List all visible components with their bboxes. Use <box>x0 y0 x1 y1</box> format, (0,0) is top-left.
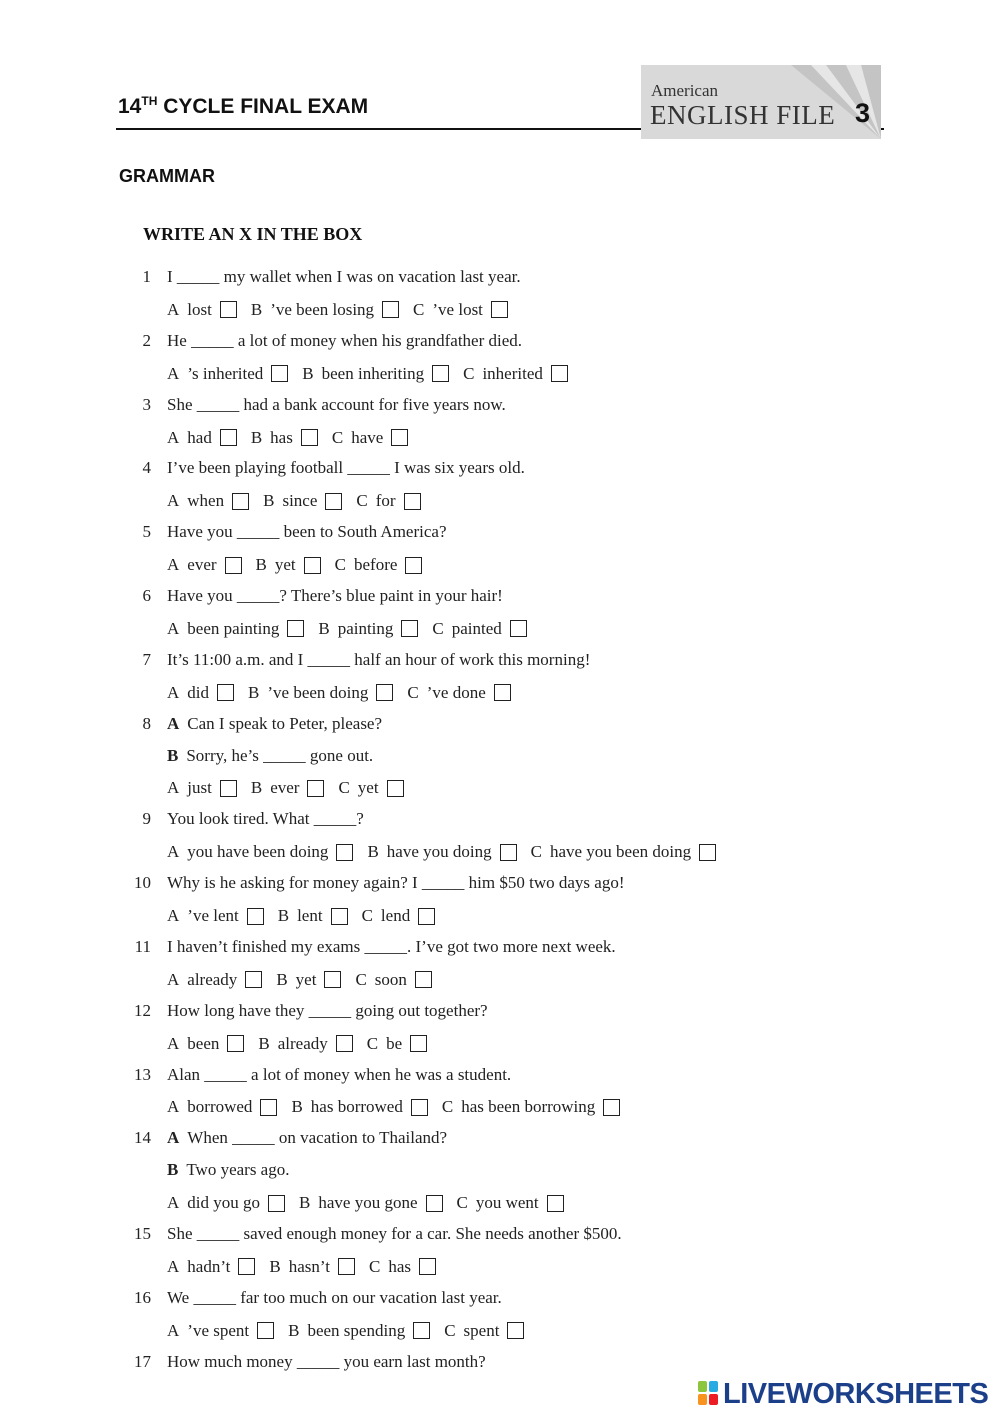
option-text: hadn’t <box>187 1256 231 1276</box>
brand-text: LIVEWORKSHEETS <box>723 1377 989 1410</box>
option-letter: A <box>167 427 180 447</box>
answer-options <box>167 362 582 386</box>
answer-option <box>167 426 237 450</box>
option-text: just <box>187 778 212 798</box>
option-text: ’ve been doing <box>267 682 369 702</box>
answer-checkbox[interactable] <box>547 1195 564 1212</box>
answer-checkbox[interactable] <box>418 908 435 925</box>
answer-checkbox[interactable] <box>699 844 716 861</box>
option-letter: C <box>463 363 475 383</box>
question-number: 15 <box>134 1224 151 1243</box>
option-text: lend <box>380 906 411 925</box>
answer-option <box>413 298 508 322</box>
answer-checkbox[interactable] <box>307 780 324 797</box>
answer-checkbox[interactable] <box>232 493 249 510</box>
option-letter: B <box>318 618 330 638</box>
answer-options <box>167 681 525 705</box>
answer-option <box>167 362 288 386</box>
answer-option <box>355 968 431 992</box>
option-text: been painting <box>187 618 280 638</box>
option-text: have you gone <box>318 1193 418 1213</box>
question-number: 13 <box>134 1064 151 1084</box>
answer-checkbox[interactable] <box>494 684 511 701</box>
answer-checkbox[interactable] <box>415 971 432 988</box>
option-letter: B <box>250 299 263 319</box>
answer-option <box>291 1095 427 1119</box>
answer-option <box>251 298 399 322</box>
question-text <box>167 1158 289 1182</box>
speaker-label: B <box>167 1160 179 1180</box>
answer-checkbox[interactable] <box>220 780 237 797</box>
option-text: yet <box>357 778 379 798</box>
question-number: 10 <box>134 873 151 893</box>
option-text: have <box>351 427 384 447</box>
answer-option <box>251 426 318 450</box>
answer-option <box>276 968 341 992</box>
option-letter: A <box>167 299 180 319</box>
answer-options <box>167 489 435 513</box>
option-text: for <box>375 491 396 511</box>
answer-option <box>367 1032 427 1056</box>
answer-option <box>299 1191 442 1215</box>
option-letter: A <box>167 1097 180 1117</box>
answer-checkbox[interactable] <box>603 1099 620 1116</box>
option-text: ever <box>187 555 217 575</box>
sentence: I haven’t finished my exams _____. I’ve got two more next week. <box>167 936 616 956</box>
answer-option <box>463 362 568 386</box>
option-text: ’ve been losing <box>270 299 375 319</box>
answer-checkbox[interactable] <box>413 1322 430 1339</box>
option-letter: A <box>167 555 180 575</box>
sentence: He _____ a lot of money when his grandfather died. <box>167 330 523 350</box>
answer-options <box>167 1191 578 1215</box>
question-number: 1 <box>142 267 151 286</box>
option-letter: B <box>277 906 290 925</box>
logo-line-1: American <box>651 81 719 100</box>
answer-checkbox[interactable] <box>245 971 262 988</box>
answer-option <box>256 553 321 577</box>
sentence: I’ve been playing football _____ I was six years old. <box>167 458 525 478</box>
sentence: Have you _____? There’s blue paint in your hair! <box>167 586 503 605</box>
answer-option <box>167 840 353 864</box>
answer-option <box>444 1319 524 1343</box>
option-letter: B <box>250 427 263 447</box>
answer-checkbox[interactable] <box>404 493 421 510</box>
option-letter: C <box>407 682 419 702</box>
question-number: 12 <box>134 1000 151 1020</box>
option-text: have you doing <box>386 842 492 862</box>
exam-title: 14TH CYCLE FINAL EXAM <box>118 94 369 118</box>
sentence: Two years ago. <box>186 1160 290 1180</box>
speaker-label: A <box>167 1128 180 1148</box>
question-text <box>167 712 382 736</box>
option-letter: B <box>367 842 379 862</box>
sentence: You look tired. What _____? <box>167 809 364 829</box>
answer-checkbox[interactable] <box>411 1099 428 1116</box>
answer-checkbox[interactable] <box>268 1195 285 1212</box>
option-letter: C <box>369 1256 381 1276</box>
sentence: How much money _____ you earn last month? <box>167 1351 486 1371</box>
answer-option <box>432 617 526 641</box>
option-letter: B <box>291 1097 303 1117</box>
option-letter: A <box>167 618 180 638</box>
option-letter: C <box>366 1033 379 1053</box>
answer-checkbox[interactable] <box>405 557 422 574</box>
answer-checkbox[interactable] <box>304 557 321 574</box>
question-text <box>167 520 447 544</box>
question-text <box>167 393 506 417</box>
option-letter: C <box>432 618 444 638</box>
answer-options <box>167 840 730 864</box>
question-text <box>167 329 522 353</box>
answer-option <box>248 681 393 705</box>
question-text <box>167 807 364 831</box>
option-letter: A <box>167 682 180 702</box>
question-text <box>167 935 616 959</box>
answer-option <box>167 553 242 577</box>
option-text: inherited <box>482 363 543 383</box>
answer-options <box>167 1255 450 1279</box>
answer-checkbox[interactable] <box>551 365 568 382</box>
sentence: Can I speak to Peter, please? <box>187 713 383 733</box>
answer-checkbox[interactable] <box>220 301 237 318</box>
option-text: had <box>187 427 212 447</box>
answer-checkbox[interactable] <box>510 620 527 637</box>
option-text: been spending <box>307 1320 406 1340</box>
option-text: lent <box>297 906 323 925</box>
option-text: borrowed <box>187 1097 253 1117</box>
option-letter: A <box>167 1193 180 1213</box>
option-letter: A <box>167 842 180 862</box>
option-text: already <box>277 1033 328 1053</box>
sentence: How long have they _____ going out together? <box>167 1000 488 1020</box>
option-text: painting <box>337 618 394 638</box>
answer-checkbox[interactable] <box>301 429 318 446</box>
answer-option <box>531 840 717 864</box>
answer-option <box>457 1191 564 1215</box>
sentence: Alan _____ a lot of money when he was a student. <box>167 1064 512 1084</box>
option-letter: B <box>248 682 260 702</box>
option-letter: A <box>167 363 180 383</box>
answer-option <box>167 298 237 322</box>
option-letter: B <box>263 491 275 511</box>
answer-option <box>302 362 449 386</box>
question-number: 11 <box>134 936 151 956</box>
answer-option <box>318 617 418 641</box>
answer-options <box>167 1319 538 1343</box>
answer-checkbox[interactable] <box>324 971 341 988</box>
answer-checkbox[interactable] <box>225 557 242 574</box>
option-letter: C <box>361 906 373 925</box>
question-text <box>167 1126 447 1150</box>
option-letter: A <box>167 1320 180 1340</box>
answer-options <box>167 553 436 577</box>
answer-option <box>356 489 420 513</box>
option-text: you have been doing <box>187 842 329 862</box>
answer-option <box>263 489 342 513</box>
answer-options <box>167 426 422 450</box>
option-text: yet <box>295 969 317 989</box>
answer-option <box>167 489 249 513</box>
answer-option <box>367 840 516 864</box>
answer-checkbox[interactable] <box>432 365 449 382</box>
option-text: hasn’t <box>288 1256 330 1276</box>
answer-checkbox[interactable] <box>338 1258 355 1275</box>
sentence: Have you _____ been to South America? <box>167 522 447 542</box>
answer-option <box>369 1255 436 1279</box>
option-letter: B <box>255 555 267 575</box>
answer-options <box>167 1095 634 1119</box>
option-text: has borrowed <box>310 1097 403 1117</box>
answer-option <box>167 776 237 800</box>
option-letter: B <box>299 1193 311 1213</box>
option-letter: B <box>302 363 314 383</box>
option-text: been <box>187 1033 220 1053</box>
answer-checkbox[interactable] <box>382 301 399 318</box>
answer-option <box>332 426 408 450</box>
option-text: been inheriting <box>321 363 425 383</box>
liveworksheets-brand <box>698 1376 988 1412</box>
question-text <box>167 999 488 1023</box>
answer-options <box>167 617 541 641</box>
answer-option <box>167 1095 277 1119</box>
answer-checkbox[interactable] <box>331 908 348 925</box>
answer-checkbox[interactable] <box>507 1322 524 1339</box>
option-text: when <box>187 491 225 511</box>
option-text: painted <box>451 618 502 638</box>
option-letter: A <box>167 1033 180 1053</box>
option-text: did <box>187 682 210 702</box>
answer-option <box>167 681 234 705</box>
answer-checkbox[interactable] <box>426 1195 443 1212</box>
option-letter: C <box>355 969 367 989</box>
question-number: 2 <box>142 330 151 350</box>
answer-option <box>407 681 510 705</box>
option-text: already <box>187 969 238 989</box>
question-text <box>167 265 521 289</box>
answer-option <box>288 1319 430 1343</box>
question-number: 8 <box>142 713 151 733</box>
option-text: you went <box>475 1193 539 1213</box>
answer-option <box>362 904 436 928</box>
sentence: I _____ my wallet when I was on vacation last year. <box>167 267 521 286</box>
option-letter: B <box>250 778 263 798</box>
question-number: 14 <box>134 1128 151 1148</box>
option-text: ever <box>270 778 300 798</box>
sentence: Why is he asking for money again? I _____ him $50 two days ago! <box>167 873 625 893</box>
sentence: She _____ had a bank account for five years now. <box>167 394 506 414</box>
option-text: since <box>282 491 318 511</box>
option-letter: A <box>167 491 180 511</box>
option-text: has <box>270 427 293 447</box>
option-text: yet <box>274 555 296 575</box>
option-letter: C <box>413 299 425 319</box>
answer-option <box>167 904 264 928</box>
option-letter: C <box>338 778 350 798</box>
answer-option <box>167 1255 255 1279</box>
answer-checkbox[interactable] <box>247 908 264 925</box>
question-number: 9 <box>142 809 151 829</box>
question-text <box>167 1063 511 1087</box>
speaker-label: A <box>167 713 180 733</box>
question-text <box>167 871 625 895</box>
option-text: did you go <box>187 1193 261 1213</box>
answer-checkbox[interactable] <box>325 493 342 510</box>
liveworksheets-icon <box>698 1381 720 1407</box>
answer-option <box>167 1319 274 1343</box>
answer-checkbox[interactable] <box>419 1258 436 1275</box>
option-text: ’ve done <box>426 682 486 702</box>
sentence: When _____ on vacation to Thailand? <box>187 1128 448 1148</box>
question-text <box>167 1350 486 1374</box>
question-text <box>167 584 503 608</box>
answer-checkbox[interactable] <box>401 620 418 637</box>
answer-options <box>167 1032 441 1056</box>
answer-option <box>167 1191 285 1215</box>
question-text <box>167 456 525 480</box>
answer-checkbox[interactable] <box>336 844 353 861</box>
answer-option <box>442 1095 620 1119</box>
option-letter: C <box>331 427 344 447</box>
logo-number: 3 <box>855 98 871 128</box>
answer-option <box>167 617 304 641</box>
answer-option <box>258 1032 352 1056</box>
option-text: has been borrowing <box>461 1097 596 1117</box>
answer-option <box>167 1032 244 1056</box>
answer-checkbox[interactable] <box>410 1035 427 1052</box>
answer-checkbox[interactable] <box>217 684 234 701</box>
option-letter: A <box>167 778 180 798</box>
option-letter: A <box>167 906 180 925</box>
answer-checkbox[interactable] <box>336 1035 353 1052</box>
question-number: 5 <box>142 522 151 542</box>
option-text: ’s inherited <box>187 363 264 383</box>
question-text <box>167 1222 622 1246</box>
sentence: We _____ far too much on our vacation last year. <box>167 1287 502 1307</box>
question-number: 6 <box>142 586 151 605</box>
option-text: ’ve lent <box>187 906 239 925</box>
option-text: be <box>386 1033 403 1053</box>
answer-option <box>167 968 262 992</box>
answer-options <box>167 968 446 992</box>
answer-checkbox[interactable] <box>387 780 404 797</box>
option-text: soon <box>374 969 407 989</box>
question-number: 16 <box>134 1287 151 1307</box>
logo-line-2: ENGLISH FILE <box>650 100 836 130</box>
english-file-logo <box>641 65 881 139</box>
question-number: 17 <box>134 1351 151 1371</box>
question-number: 3 <box>142 394 151 414</box>
answer-checkbox[interactable] <box>500 844 517 861</box>
sentence: It’s 11:00 a.m. and I _____ half an hour of work this morning! <box>167 649 591 669</box>
option-letter: C <box>441 1097 454 1117</box>
option-letter: C <box>334 555 347 575</box>
answer-checkbox[interactable] <box>376 684 393 701</box>
answer-checkbox[interactable] <box>491 301 508 318</box>
option-letter: A <box>167 1256 180 1276</box>
question-number: 7 <box>142 649 151 669</box>
sentence: Sorry, he’s _____ gone out. <box>186 745 374 765</box>
answer-checkbox[interactable] <box>257 1322 274 1339</box>
answer-checkbox[interactable] <box>227 1035 244 1052</box>
option-text: have you been doing <box>549 842 692 862</box>
question-number: 4 <box>142 458 151 478</box>
answer-checkbox[interactable] <box>238 1258 255 1275</box>
option-letter: B <box>269 1256 281 1276</box>
option-letter: C <box>456 1193 468 1213</box>
option-text: spent <box>463 1320 500 1340</box>
option-letter: B <box>258 1033 270 1053</box>
answer-options <box>167 776 418 800</box>
answer-checkbox[interactable] <box>220 429 237 446</box>
answer-option <box>278 904 348 928</box>
option-letter: C <box>444 1320 456 1340</box>
option-text: lost <box>187 299 212 319</box>
option-letter: A <box>167 969 180 989</box>
answer-option <box>269 1255 355 1279</box>
answer-checkbox[interactable] <box>391 429 408 446</box>
answer-option <box>251 776 325 800</box>
answer-checkbox[interactable] <box>260 1099 277 1116</box>
option-letter: B <box>288 1320 300 1340</box>
option-letter: B <box>276 969 288 989</box>
question-text <box>167 744 373 768</box>
answer-checkbox[interactable] <box>271 365 288 382</box>
instruction: WRITE AN X IN THE BOX <box>143 224 363 244</box>
sentence: She _____ saved enough money for a car. She needs another $500. <box>167 1224 622 1243</box>
option-text: ’ve lost <box>432 299 483 319</box>
answer-options <box>167 298 522 322</box>
option-letter: C <box>356 491 368 511</box>
option-text: has <box>388 1256 412 1276</box>
question-text <box>167 648 590 672</box>
option-text: ’ve spent <box>187 1320 250 1340</box>
answer-option <box>338 776 403 800</box>
section-title: GRAMMAR <box>119 166 215 186</box>
answer-option <box>335 553 423 577</box>
question-text <box>167 1286 502 1310</box>
option-text: before <box>354 555 398 575</box>
speaker-label: B <box>167 745 179 765</box>
answer-options <box>167 904 449 928</box>
answer-checkbox[interactable] <box>287 620 304 637</box>
option-letter: C <box>530 842 542 862</box>
